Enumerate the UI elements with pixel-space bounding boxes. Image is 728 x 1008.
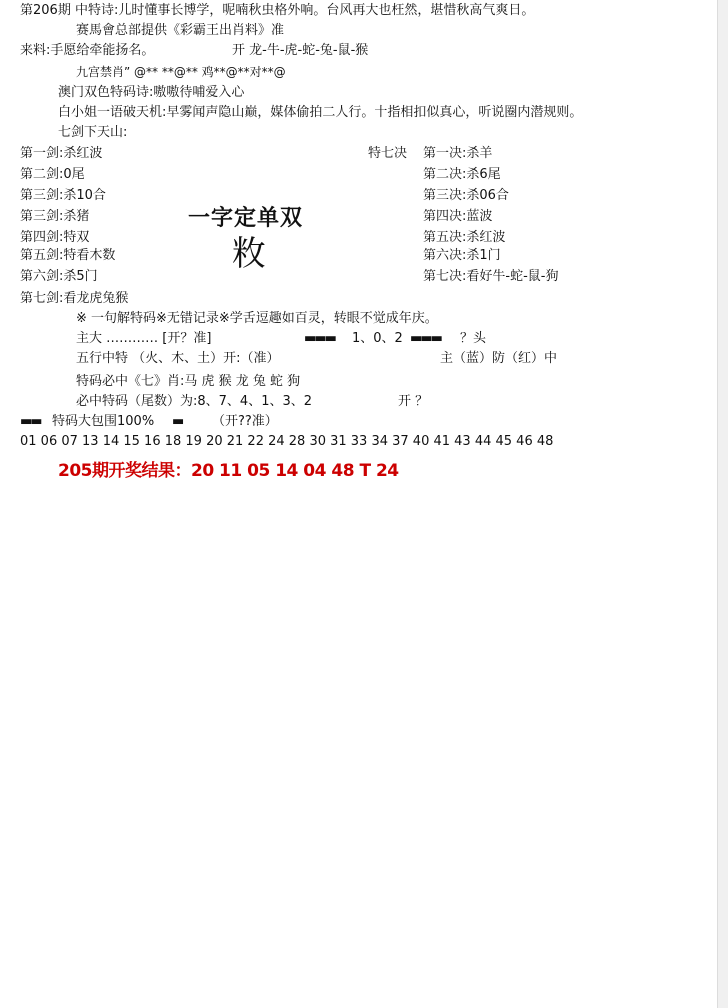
number-list: 01 06 07 13 14 15 16 18 19 20 21 22 24 28 30 31 33 34 37 40 41 43 44 45 46 48 [20, 434, 554, 449]
sword-item: 第四剑:特双 [20, 230, 90, 245]
source-line: 赛馬會总部提供《彩霸王出肖料》准 [76, 23, 285, 38]
sword-item: 第三剑:杀猪 [20, 209, 90, 224]
header-poem: 第206期 中特诗:儿时懂事长博学，呢喃秋虫格外响。台风再大也枉然，堪惜秋高气爽日。 [20, 3, 535, 18]
macau-poem: 澳门双色特码诗:嗷嗷待哺爱入心 [58, 85, 245, 100]
zhuda-left: 主大 ………… [开？准] [76, 331, 212, 346]
jue-header: 特七决 [368, 146, 408, 161]
sword-item: 第六剑:杀5门 [20, 269, 98, 284]
single-double-title: 一字定单双 [188, 206, 304, 231]
jue-item: 第一决:杀羊 [423, 146, 493, 161]
zhuda-numbers: 1、0、2 [352, 331, 403, 346]
jue-item: 第五决:杀红波 [423, 230, 506, 245]
baowei-open: （开??准） [212, 414, 278, 429]
jue-item: 第二决:杀6尾 [423, 167, 501, 182]
main-defense-line: 主（蓝）防（红）中 [440, 351, 558, 366]
sword-item: 第三剑:杀10合 [20, 188, 106, 203]
wuxing-line: 五行中特 （火、木、土）开:（准） [76, 351, 280, 366]
single-double-char: 敉 [232, 234, 266, 274]
bar-mark: ▬▬▬ [410, 331, 441, 346]
jue-item: 第四决:蓝波 [423, 209, 493, 224]
result-line: 205期开奖结果：20 11 05 14 04 48 T 24 [58, 461, 399, 481]
baowei-text: 特码大包围100% [52, 414, 155, 429]
bar-mark: ▬ [172, 414, 183, 429]
bai-xiaojie-line: 白小姐一语破天机:早雾闻声隐山巅，媒体偷拍二人行。十指相扣似真心，听说圈内潜规则。 [58, 105, 583, 120]
sword-item: 第一剑:杀红波 [20, 146, 103, 161]
zhuda-right: ？头 [460, 331, 487, 346]
tail-number-line: 必中特码（尾数）为:8、7、4、1、3、2 [76, 394, 313, 409]
laliao-text: 来料:手愿给牵能扬名。 [20, 43, 155, 58]
bar-mark: ▬▬ [20, 414, 41, 429]
vertical-scrollbar[interactable] [717, 0, 728, 1008]
bar-mark: ▬▬▬ [304, 331, 335, 346]
seven-swords-title: 七剑下天山: [58, 125, 128, 140]
tail-open: 开 ？ [398, 394, 429, 409]
riddle-line: ※ 一句解特码※无错记录※学舌逗趣如百灵，转眼不觉成年庆。 [76, 311, 438, 326]
jue-item: 第六决:杀1门 [423, 248, 501, 263]
jue-item: 第七决:看好牛-蛇-鼠-狗 [423, 269, 559, 284]
sword-item: 第五剑:特看木数 [20, 248, 116, 263]
jue-item: 第三决:杀06合 [423, 188, 509, 203]
laliao-open: 开 龙-牛-虎-蛇-兔-鼠-猴 [232, 43, 369, 58]
seven-zodiac-line: 特码必中《七》肖:马 虎 猴 龙 兔 蛇 狗 [76, 374, 301, 389]
sword-item: 第七剑:看龙虎兔猴 [20, 291, 129, 306]
sword-item: 第二剑:0尾 [20, 167, 85, 182]
nine-palace-line: 九宫禁肖” @** **@** 鸡**@**对**@ [76, 65, 286, 79]
